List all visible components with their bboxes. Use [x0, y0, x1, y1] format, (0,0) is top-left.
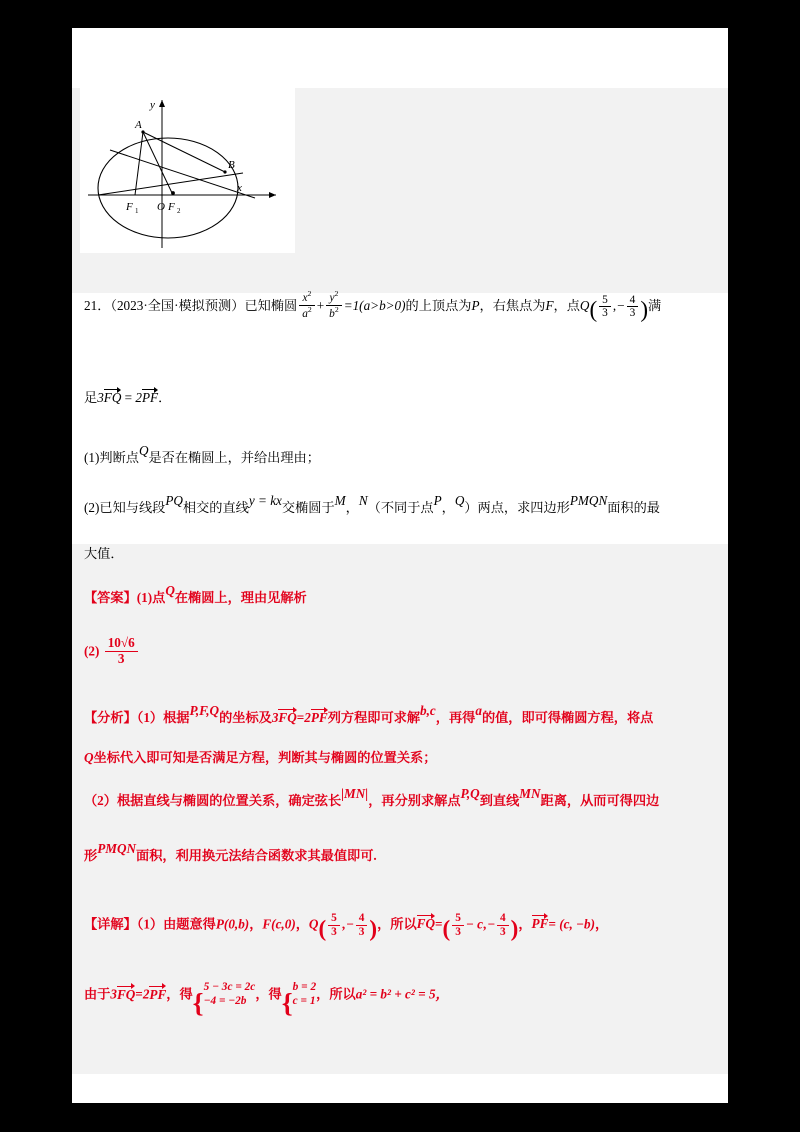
question-2-text-g: 大值． — [84, 546, 124, 561]
svg-text:1: 1 — [135, 207, 139, 215]
analysis-var-a: a — [475, 703, 482, 719]
point-P-coords: P(0,b) — [215, 916, 250, 932]
point-P-2: P — [433, 493, 442, 509]
comma-4: ， — [295, 916, 309, 932]
question-2-text-c: 交椭圆于 — [281, 500, 335, 515]
ellipse-with-chord-figure — [80, 88, 295, 253]
equals-1: = — [435, 916, 443, 932]
solution-l2-c: ，得 — [255, 986, 282, 1002]
question-1-text-a: 判断点 — [99, 450, 139, 465]
question-2-index: (2) — [84, 500, 100, 515]
chord-length-MN: |MN| — [341, 786, 369, 802]
line-MN: MN — [519, 786, 541, 802]
solution-tag: 【详解】 — [84, 916, 137, 932]
cases-1: 5 − 3c = 2c −4 = −2b — [203, 981, 256, 1008]
question-1-text-b: 是否在椭圆上，并给出理由； — [148, 450, 320, 465]
analysis-var-Q: Q — [84, 750, 94, 765]
problem-stem-5: 满 — [648, 298, 662, 314]
analysis-p1-f: 坐标代入即可知是否满足方程，判断其与椭圆的位置关系； — [93, 750, 437, 765]
comma-5: ， — [518, 916, 532, 932]
analysis-tag: 【分析】 — [84, 710, 137, 725]
svg-text:O: O — [157, 201, 165, 213]
svg-text:A: A — [135, 119, 142, 131]
analysis-line-1: 【分析】（1）根据P,F,Q的坐标及3 FQ=2 PF列方程即可求解b,c，再得a的值，即可得椭圆方程，将点 — [72, 706, 728, 728]
analysis-p2-b: ，再分别求解点 — [368, 793, 461, 808]
cases-2: b = 2 c = 1 — [292, 981, 317, 1008]
solution-line-2: 由于3 FQ=2 PF，得{ 5 − 3c = 2c −4 = −2b ，得{ b = 2 c = 1 ，所以a² = b² + c² = 5， — [84, 981, 449, 1019]
ellipse-term-x: $\frac{x^2}{a^2}$ — [299, 290, 315, 320]
figure-svg — [80, 88, 295, 253]
comma-1: ， — [345, 500, 359, 515]
ellipse-equation-tail: =1(a>b>0) — [343, 298, 406, 314]
point-N: N — [358, 493, 368, 509]
question-1-var: Q — [138, 443, 149, 459]
vector-PF-2: PF — [311, 706, 328, 728]
point-Q-2: Q — [454, 493, 465, 509]
solution-l1-b: ，所以 — [377, 916, 417, 932]
question-2-cont — [72, 544, 728, 564]
comma-6: ， — [595, 916, 609, 932]
point-M: M — [334, 493, 346, 509]
problem-statement-line2: 足3 FQ = 2 PF． — [72, 386, 728, 408]
problem-number: 21． — [84, 298, 111, 314]
analysis-p2-c: 到直线 — [479, 793, 520, 808]
solution-line-1: 【详解】（1）由题意得P(0,b)，F(c,0)，Q( $\frac{5}{3}$ , − $\frac{4}{3}$ )，所以 FQ=( $\frac{5}{3}$ − c, − $\frac{4}{3}$ )， PF= (c, −b)， — [84, 912, 609, 941]
answer-tag: 【答案】 — [84, 590, 137, 605]
svg-text:F: F — [168, 201, 175, 213]
analysis-vars-bc: b,c — [420, 703, 436, 719]
solution-l2-a: 由于 — [84, 986, 111, 1002]
vector-FQ-2: FQ — [278, 706, 296, 728]
question-2-text-e: ）两点，求四边形 — [464, 500, 570, 515]
solution-l1-a: （1）由题意得 — [136, 916, 216, 932]
problem-line2-prefix: 足 — [84, 390, 98, 405]
line-equation: y = kx — [248, 493, 282, 509]
problem-statement-line1: 21．（2023·全国·模拟预测）已知椭圆 $\frac{x^2}{a^2}$ + $\frac{y^2}{b^2}$ =1(a>b>0)的上顶点为P，右焦点为F，点Q( $\frac{5}{3}$ , − $\frac{4}{3}$ )满 — [84, 289, 662, 323]
analysis-p1-b: 的坐标及 — [219, 710, 272, 725]
vector-FQ-4: FQ — [117, 983, 135, 1005]
quadrilateral-PMQN-2: PMQN — [97, 841, 137, 857]
question-2-text-f: 面积的最 — [607, 500, 660, 515]
svg-text:y: y — [150, 99, 155, 111]
problem-stem-2: 的上顶点为 — [405, 298, 472, 314]
question-2-text-d: （不同于点 — [367, 500, 434, 515]
segment-PQ: PQ — [165, 493, 183, 509]
point-Q-coords-label: Q — [308, 916, 319, 932]
point-Q: Q — [579, 298, 590, 314]
vector-PF-3: PF — [532, 912, 549, 934]
analysis-p1-e: 的值，即可得椭圆方程，将点 — [481, 710, 654, 725]
solution-l2-b: ，得 — [166, 986, 193, 1002]
question-2 — [72, 493, 728, 518]
analysis-vars-PFQ: P,F,Q — [189, 703, 220, 719]
analysis-p1-d: ，再得 — [435, 710, 476, 725]
analysis-p2-a: （2）根据直线与椭圆的位置关系，确定弦长 — [84, 793, 342, 808]
vector-PF-4: PF — [149, 983, 166, 1005]
answer-1-suffix: 在椭圆上，理由见解析 — [174, 590, 307, 605]
answer-1-var: Q — [165, 583, 175, 599]
question-1 — [72, 443, 728, 468]
vector-PF: PF — [142, 386, 158, 408]
vector-FQ-3: FQ — [417, 912, 435, 934]
svg-text:x: x — [237, 182, 242, 194]
answer-1-prefix: (1)点 — [136, 590, 166, 605]
question-2-text-a: 已知与线段 — [99, 500, 166, 515]
vector-FQ: FQ — [104, 386, 122, 408]
svg-text:B: B — [228, 159, 235, 171]
analysis-p2-f: 面积，利用换元法结合函数求其最值即可. — [136, 848, 377, 863]
point-P: P — [471, 298, 480, 314]
ellipse-term-y: $\frac{y^2}{b^2}$ — [326, 290, 342, 320]
analysis-line-2 — [72, 748, 728, 768]
analysis-p1-c: 列方程即可求解 — [327, 710, 421, 725]
question-1-index: (1) — [84, 450, 100, 465]
analysis-line-4 — [72, 841, 728, 866]
problem-line2-suffix: ． — [158, 390, 172, 405]
analysis-line-3 — [72, 786, 728, 811]
problem-source: （2023·全国·模拟预测） — [110, 298, 245, 314]
problem-stem-3: ，右焦点为 — [479, 298, 546, 314]
comma-3: ， — [249, 916, 263, 932]
problem-stem-4: ，点 — [553, 298, 580, 314]
answer-2-index: (2) — [84, 643, 100, 659]
quadrilateral-PMQN: PMQN — [569, 493, 608, 509]
comma-2: ， — [441, 500, 455, 515]
analysis-p2-e: 形 — [84, 848, 98, 863]
solution-l2-final: a² = b² + c² = 5， — [355, 986, 449, 1002]
answer-2-value: $\frac{10√6}{3}$ — [105, 636, 138, 667]
solution-l2-d: ，所以 — [316, 986, 356, 1002]
svg-text:F: F — [126, 201, 133, 213]
point-F-coords: F(c,0) — [262, 916, 296, 932]
point-F: F — [545, 298, 554, 314]
vector-PF-value: = (c, −b) — [548, 916, 596, 932]
analysis-points-PQ: P,Q — [460, 786, 480, 802]
question-2-text-b: 相交的直线 — [182, 500, 249, 515]
analysis-p2-d: 距离，从而可得四边 — [540, 793, 660, 808]
answer-line-1 — [72, 583, 728, 608]
svg-text:2: 2 — [177, 207, 181, 215]
problem-stem-1: 已知椭圆 — [244, 298, 298, 314]
document-page — [72, 28, 728, 1103]
analysis-p1-a: （1）根据 — [136, 710, 190, 725]
answer-line-2 — [72, 636, 728, 667]
